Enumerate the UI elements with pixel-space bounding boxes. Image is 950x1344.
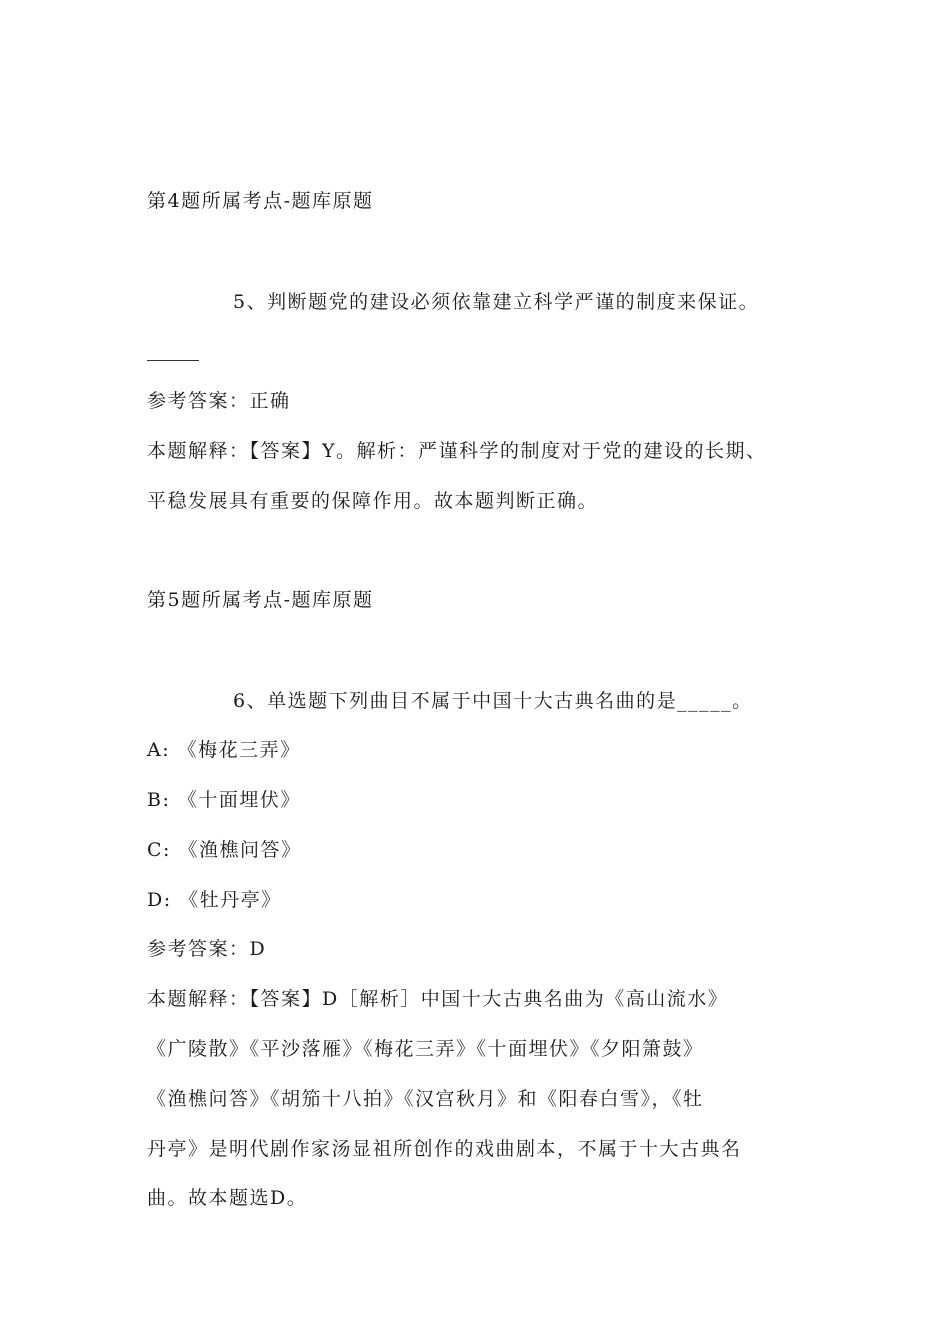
q6-question: 6、单选题下列曲目不属于中国十大古典名曲的是_____。 [233,690,753,712]
q5-answer: 参考答案：正确 [147,390,291,412]
q6-option-a: A: 《梅花三弄》 [147,739,301,761]
q5-explanation-line-2: 平稳发展具有重要的保障作用。故本题判断正确。 [147,490,599,512]
q6-explanation-line-2: 《广陵散》《平沙落雁》《梅花三弄》《十面埋伏》《夕阳箫鼓》 [147,1038,704,1060]
q6-explanation-line-5: 曲。故本题选D。 [147,1187,308,1209]
q5-source-label: 第5题所属考点-题库原题 [147,589,374,611]
answer-blank-line [147,360,199,361]
q6-option-d: D: 《牡丹亭》 [147,889,282,911]
q5-explanation-line-1: 本题解释：【答案】Y。解析：严谨科学的制度对于党的建设的长期、 [147,440,767,462]
q5-question: 5、判断题党的建设必须依靠建立科学严谨的制度来保证。 [233,291,760,313]
q6-explanation-line-1: 本题解释：【答案】D［解析］中国十大古典名曲为《高山流水》 [147,988,729,1010]
q4-source-label: 第4题所属考点-题库原题 [147,190,374,212]
q6-option-b: B: 《十面埋伏》 [147,789,301,811]
q6-answer: 参考答案：D [147,938,267,960]
q6-option-c: C: 《渔樵问答》 [147,839,302,861]
q6-explanation-line-3: 《渔樵问答》《胡笳十八拍》《汉宫秋月》和《阳春白雪》，《牡 [147,1088,704,1110]
q6-explanation-line-4: 丹亭》是明代剧作家汤显祖所创作的戏曲剧本，不属于十大古典名 [147,1138,742,1160]
